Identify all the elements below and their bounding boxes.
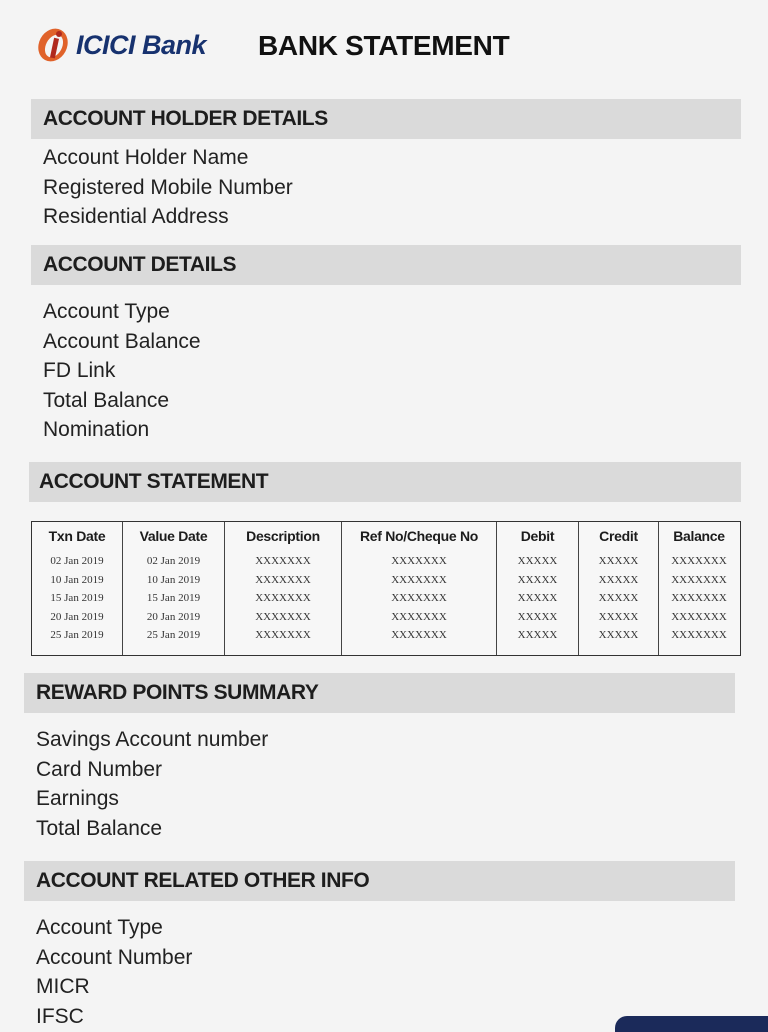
field-label: Earnings	[36, 787, 119, 811]
table-cell: XXXXX	[598, 610, 639, 623]
field-label: Card Number	[36, 757, 163, 781]
table-cell: XXXXXXX	[255, 573, 311, 586]
column-header: Balance	[673, 528, 725, 544]
field-label: Residential Address	[43, 205, 229, 229]
field-label: Account Type	[43, 300, 170, 323]
field-label: Account Number	[36, 945, 193, 969]
table-cell: XXXXXXX	[391, 592, 447, 604]
icici-bank-logo	[36, 22, 242, 72]
table-cell: XXXXXXX	[255, 629, 311, 641]
table-cell: 20 Jan 2019	[50, 610, 104, 623]
table-cell: XXXXX	[598, 629, 639, 641]
table-cell: XXXXX	[517, 629, 558, 641]
table-cell: XXXXX	[598, 555, 639, 567]
column-header: Ref No/Cheque No	[359, 528, 479, 544]
table-cell: XXXXX	[517, 555, 558, 567]
field-label: Nomination	[43, 418, 150, 442]
field-label: FD Link	[43, 359, 116, 383]
table-cell: XXXXX	[517, 610, 558, 623]
table-cell: 25 Jan 2019	[146, 629, 201, 641]
table-column	[225, 522, 342, 655]
table-cell: XXXXXXX	[671, 629, 727, 641]
table-cell: XXXXX	[517, 592, 558, 604]
table-column	[579, 522, 659, 655]
table-column	[342, 522, 497, 655]
document-header	[36, 22, 736, 72]
table-cell: XXXXXXX	[671, 592, 727, 604]
statement-table	[31, 521, 741, 656]
table-cell: 15 Jan 2019	[146, 592, 201, 604]
table-cell: XXXXXXX	[391, 610, 447, 623]
table-cell: XXXXXXX	[391, 573, 447, 586]
field-label: MICR	[36, 975, 90, 999]
field-label: IFSC	[36, 1004, 84, 1028]
table-cell: 10 Jan 2019	[50, 573, 104, 586]
table-cell: XXXXX	[598, 592, 639, 604]
table-column	[497, 522, 579, 655]
document-title: BANK STATEMENT	[258, 30, 510, 61]
rewards-fields	[36, 725, 268, 843]
table-cell: 10 Jan 2019	[146, 573, 201, 586]
table-cell: XXXXXXX	[255, 555, 311, 567]
field-label: Account Balance	[43, 329, 201, 353]
field-label: Savings Account number	[36, 728, 269, 751]
table-cell: 25 Jan 2019	[50, 629, 104, 641]
field-label: Account Holder Name	[43, 146, 249, 169]
column-header: Txn Date	[48, 528, 106, 544]
table-cell: XXXXXXX	[671, 555, 727, 567]
field-label: Account Type	[36, 916, 163, 939]
section-heading-statement: ACCOUNT STATEMENT	[29, 462, 741, 502]
table-column	[32, 522, 123, 655]
logo-wordmark: ICICI Bank	[76, 30, 207, 60]
table-cell: XXXXXXX	[391, 629, 447, 641]
field-label: Total Balance	[43, 388, 170, 412]
account-fields	[43, 297, 201, 445]
column-header: Debit	[520, 528, 555, 544]
section-heading-rewards: REWARD POINTS SUMMARY	[24, 673, 735, 713]
table-cell: XXXXXXX	[671, 610, 727, 623]
corner-decoration	[615, 1016, 768, 1032]
table-cell: XXXXXXX	[255, 592, 311, 604]
field-label: Registered Mobile Number	[43, 175, 293, 199]
table-column	[123, 522, 225, 655]
column-header: Credit	[599, 528, 638, 544]
table-cell: XXXXXXX	[391, 555, 447, 567]
section-heading-other: ACCOUNT RELATED OTHER INFO	[24, 861, 735, 901]
section-heading-account: ACCOUNT DETAILS	[31, 245, 741, 285]
table-cell: 02 Jan 2019	[50, 555, 104, 567]
table-cell: 15 Jan 2019	[50, 592, 104, 604]
table-cell: 02 Jan 2019	[146, 555, 201, 567]
table-cell: XXXXXXX	[255, 610, 311, 623]
table-cell: 20 Jan 2019	[146, 610, 201, 623]
field-label: Total Balance	[36, 816, 163, 840]
column-header: Description	[246, 528, 320, 544]
other-fields	[36, 913, 192, 1031]
table-column	[659, 522, 739, 655]
table-cell: XXXXXXX	[671, 573, 727, 586]
icici-logo-mark-icon	[36, 24, 74, 64]
holder-fields	[43, 143, 293, 232]
section-heading-holder: ACCOUNT HOLDER DETAILS	[31, 99, 741, 139]
column-header: Value Date	[139, 528, 208, 544]
table-cell: XXXXX	[517, 573, 558, 586]
table-cell: XXXXX	[598, 573, 639, 586]
